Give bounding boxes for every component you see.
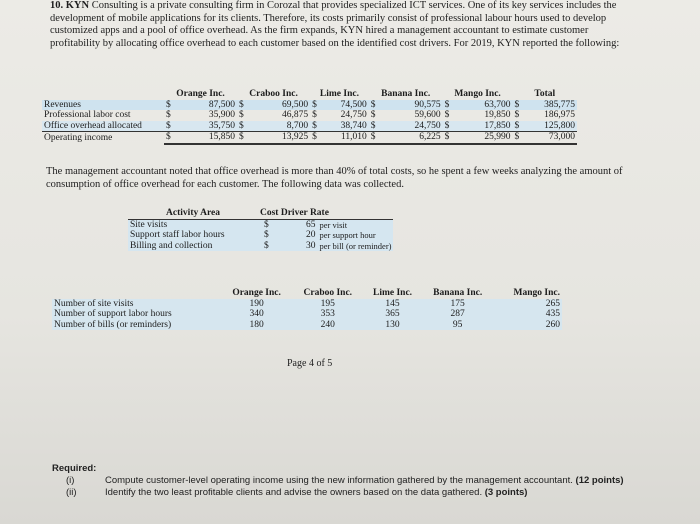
rate-unit: per visit (318, 219, 394, 230)
cell-value: 25,990 (455, 132, 513, 144)
rate-value: 30 (306, 240, 316, 251)
row-label: Number of site visits (52, 299, 221, 310)
cell-value: 340 (221, 309, 292, 320)
item-text: Compute customer-level operating income using the new information gathered by the management accountant. (105, 475, 573, 486)
cell-value: 240 (292, 320, 363, 331)
col-header: Lime Inc. (319, 89, 359, 99)
row-label: Office overhead allocated (42, 121, 164, 132)
currency-sign: $ (513, 132, 525, 144)
col-header: Total (534, 89, 556, 99)
activity-header-row (128, 208, 393, 219)
question-body: Consulting is a private consulting firm in Corozal that provides specialized ICT services. One of its key services includes the development of mobile applications for its clients. Therefore, its costs primarily consist of professional labour hours used to develop customized apps and a pool of office overhead. As the firm expands, KYN hired a management accountant to estimate customer profitability by allocating office overhead to each customer based on the identified cost drivers. For 2019, KYN reported the following: (50, 0, 620, 49)
currency-sign: $ (310, 132, 322, 144)
item-text: Identify the two least profitable clients and advise the owners based on the data gathered. (105, 487, 483, 498)
cell-value: 13,925 (249, 132, 310, 144)
rate-value: 20 (306, 230, 316, 240)
cell-value: 35,750 (176, 121, 237, 132)
page-number: Page 4 of 5 (287, 358, 333, 369)
cell-value: 8,700 (249, 121, 310, 132)
cell-value: 74,500 (322, 100, 369, 111)
currency-sign: $ (166, 110, 171, 120)
row-label: Number of support labor hours (52, 309, 221, 320)
firm-name: KYN (65, 0, 90, 11)
currency-sign: $ (164, 121, 176, 132)
row-label: Number of bills (or reminders) (52, 320, 221, 331)
currency-sign: $ (237, 121, 249, 132)
currency-sign: $ (237, 100, 249, 111)
cell-value: 24,750 (340, 110, 367, 120)
usage-header-row (52, 288, 562, 299)
row-label: Operating income (44, 132, 113, 143)
activity-label: Site visits (128, 219, 258, 230)
table-row (128, 230, 393, 241)
table-row (52, 309, 562, 320)
currency-sign: $ (444, 110, 450, 120)
currency-sign: $ (310, 100, 322, 111)
cell-value: 17,850 (455, 121, 513, 132)
income-header-blank (42, 89, 164, 100)
currency-sign: $ (369, 121, 381, 132)
rate-unit: per bill (or reminder) (319, 240, 392, 251)
cell-value: 186,975 (544, 110, 575, 120)
required-section (52, 463, 652, 498)
income-statement-table (42, 89, 577, 145)
cell-value: 73,000 (525, 132, 578, 144)
activity-rate-table (128, 208, 393, 251)
question-number: 10. (50, 0, 64, 11)
cell-value: 6,225 (381, 132, 443, 144)
currency-sign: $ (369, 132, 381, 144)
table-row (42, 121, 577, 132)
item-points: (3 points) (484, 487, 528, 498)
cell-value: 35,900 (208, 110, 236, 120)
currency-sign: $ (443, 132, 455, 144)
cell-value: 260 (494, 320, 562, 331)
table-row (42, 100, 577, 111)
currency-sign: $ (258, 219, 304, 230)
row-label: Professional labor cost (44, 110, 131, 120)
col-header: Mango Inc. (454, 89, 501, 99)
col-header: Mango Inc. (513, 288, 560, 298)
cell-value: 90,575 (381, 100, 443, 111)
table-row (52, 320, 562, 331)
cell-value: 87,500 (176, 100, 237, 111)
currency-sign: $ (369, 100, 381, 111)
required-heading: Required: (52, 463, 97, 474)
cell-value: 63,700 (455, 100, 513, 111)
rate-unit: per support hour (318, 230, 394, 241)
currency-sign: $ (513, 121, 525, 132)
required-item (52, 475, 652, 486)
table-row (52, 299, 562, 310)
cell-value: 190 (221, 299, 292, 310)
currency-sign: $ (443, 100, 455, 111)
item-number: (ii) (66, 487, 77, 498)
col-header: Orange Inc. (232, 288, 281, 298)
currency-sign: $ (312, 110, 317, 120)
currency-sign: $ (370, 110, 376, 120)
required-item (52, 487, 652, 498)
currency-sign: $ (258, 241, 304, 252)
currency-sign: $ (513, 100, 525, 111)
currency-sign: $ (237, 132, 249, 144)
cell-value: 59,600 (414, 110, 441, 120)
currency-sign: $ (514, 110, 520, 120)
currency-sign: $ (258, 230, 304, 241)
currency-sign: $ (164, 100, 176, 111)
table-row (128, 241, 393, 252)
cell-value: 15,850 (176, 132, 237, 144)
cell-value: 11,010 (322, 132, 369, 144)
cell-value: 69,500 (249, 100, 310, 111)
currency-sign: $ (239, 110, 244, 120)
item-number: (i) (66, 475, 75, 486)
usage-header-blank (52, 288, 221, 299)
col-header: Banana Inc. (381, 89, 431, 99)
cell-value: 265 (494, 299, 562, 310)
cell-value: 46,875 (281, 110, 309, 120)
cell-value: 287 (422, 309, 494, 320)
cell-value: 95 (422, 320, 494, 331)
table-row (42, 132, 577, 144)
col-header: Orange Inc. (176, 89, 225, 99)
col-header: Activity Area (128, 208, 258, 219)
cell-value: 365 (363, 309, 421, 320)
currency-sign: $ (443, 121, 455, 132)
cell-value: 195 (292, 299, 363, 310)
item-points: (12 points) (575, 475, 624, 486)
cell-value: 19,850 (484, 110, 511, 120)
col-header: Craboo Inc. (249, 89, 298, 99)
activity-label: Billing and collection (128, 241, 258, 252)
col-header: Banana Inc. (433, 288, 483, 298)
activity-label: Support staff labor hours (128, 230, 258, 241)
cell-value: 180 (221, 320, 292, 331)
table-row (128, 219, 393, 230)
cell-value: 353 (292, 309, 363, 320)
cell-value: 125,800 (525, 121, 578, 132)
currency-sign: $ (164, 132, 176, 144)
row-label: Revenues (42, 100, 164, 111)
usage-table (52, 288, 562, 330)
cell-value: 145 (363, 299, 421, 310)
analysis-paragraph: The management accountant noted that office overhead is more than 40% of total costs, so he spent a few weeks analyzing the amount of consumption of office overhead for each customer. The following data was collected. (46, 166, 623, 190)
currency-sign: $ (310, 121, 322, 132)
col-header: Cost Driver Rate (258, 208, 393, 219)
cell-value: 175 (422, 299, 494, 310)
cell-value: 435 (494, 309, 562, 320)
table-row (42, 110, 577, 121)
cell-value: 385,775 (525, 100, 578, 111)
rate-value: 65 (306, 219, 316, 230)
cell-value: 24,750 (381, 121, 443, 132)
col-header: Lime Inc. (373, 288, 413, 298)
income-header-row (42, 89, 577, 100)
cell-value: 38,740 (322, 121, 369, 132)
col-header: Craboo Inc. (303, 288, 353, 298)
question-text (50, 0, 625, 50)
cell-value: 130 (363, 320, 421, 331)
